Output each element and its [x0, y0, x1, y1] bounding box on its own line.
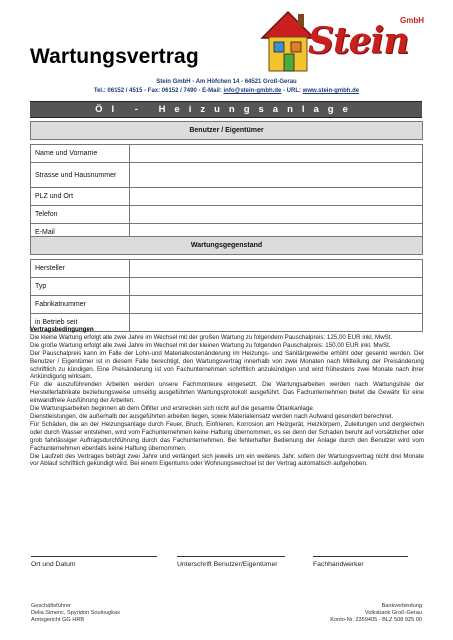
document-title: Wartungsvertrag	[30, 45, 199, 68]
signature-label-place-date: Ort und Datum	[31, 561, 76, 568]
condition-paragraph: Die Wartungsarbeiten beginnen ab dem Ölfilter und erstrecken sich nicht auf die gesamte Öltankanlage.	[30, 405, 315, 413]
signature-label-technician: Fachhandwerker	[313, 561, 364, 568]
condition-paragraph: Für die auszuführenden Arbeiten werden unsere Fachmonteure eingesetzt. Die Wartungsarbeiten werden nach Wartungsliste der Herstellerfabrikate beziehungsweise umseitig ausgeführten Wartungsprotokoll ausgeführt. Das Fachunternehmen bietet die Gewähr für eine einwandfreie Ausführung der Arbeiten.	[30, 381, 424, 405]
field-label: E-Mail	[31, 224, 130, 242]
footer-line: Konto-Nr. 2359405 - BLZ 508 925 00	[330, 617, 422, 623]
condition-paragraph: Für Schäden, die an der Heizungsanlage durch Feuer, Bruch, Einfrieren, Korrosion am Heizgerät, Heizkörpern, Zuleitungen und dergleichen oder durch Wasser entstehen, wird vom Fachunternehmen keine Haftung übernommen, es sei denn der Schaden beruht auf vorsätzlicher oder grob fahrlässiger Auftragsdurchführung durch das Fachunternehmen. Bei fehlerhafter Bedienung der Anlage durch den Benutzer wird vom Fachunternehmen ebenfalls keine Haftung übernommen.	[30, 420, 424, 452]
company-address: Stein GmbH - Am Höfchen 14 - 64521 Groß-Gerau	[156, 79, 297, 85]
signature-line-technician[interactable]	[313, 556, 408, 557]
company-logo	[258, 6, 433, 76]
signature-label-owner: Unterschrift Benutzer/Eigentümer	[177, 561, 278, 568]
field-label: Fabrikatnummer	[31, 296, 130, 314]
type-input[interactable]	[130, 278, 423, 296]
company-contact	[0, 88, 453, 94]
footer-line: Amtsgericht GG HRB	[31, 617, 85, 623]
footer-line: Volksbank Groß-Gerau	[364, 610, 422, 616]
field-label: Typ	[31, 278, 130, 296]
field-label: Strasse und Hausnummer	[31, 163, 130, 188]
footer-management	[31, 603, 120, 624]
condition-paragraph: Die Laufzeit des Vertrages beträgt zwei Jahre und verlängert sich jeweils um ein weiteres Jahr, sofern der Wartungsvertrag nicht drei Monate vor Ablauf schriftlich gekündigt wird. Bei einem Eigentums oder Wohnungswechsel ist der Vertrag automatisch aufgehoben.	[30, 452, 424, 468]
name-input[interactable]	[130, 145, 423, 163]
contact-phone-fax: Tel.: 06152 / 4515 - Fax: 06152 / 7490 - E-Mail:	[93, 88, 224, 94]
manufacturer-input[interactable]	[130, 260, 423, 278]
logo-gmbh: GmbH	[400, 16, 424, 25]
footer-bank	[330, 603, 422, 624]
section-bar-title: Öl - Heizungsanlage	[95, 104, 357, 115]
phone-input[interactable]	[130, 206, 423, 224]
email-link[interactable]: info@stein-gmbh.de	[223, 88, 282, 94]
logo-wordmark: Stein	[308, 20, 409, 62]
condition-paragraph: Die kleine Wartung erfolgt alle zwei Jahre im Wechsel mit der großen Wartung zu folgendem Pauschalpreis: 125,00 EUR inkl. MwSt.	[30, 333, 393, 341]
website-link[interactable]: www.stein-gmbh.de	[302, 88, 360, 94]
zip-city-input[interactable]	[130, 188, 423, 206]
url-prefix: - URL:	[281, 88, 303, 94]
condition-paragraph: Der Pauschalpreis kann im Falle der Lohn-und Materialkostenänderung im Heizungs- und Sanitärgewerbe erhöht oder gesenkt werden. Der Benutzer / Eigentümer ist in diesem Falle berechtigt, den Wartungsvertrag innerhalb von zwei Monaten nach Mitteilung der Preisänderung schriftlich zu kündigen. Eine Preisänderung ist von Fachunternehmen schriftlich anzukündigen und wird frühestens zwei Monate nach ihrer Ankündigung wirksam.	[30, 349, 424, 381]
field-label: PLZ und Ort	[31, 188, 130, 206]
signature-line-owner[interactable]	[177, 556, 285, 557]
condition-paragraph: Die große Wartung erfolgt alle zwei Jahre im Wechsel mit der kleinen Wartung zu folgenden Pauschalpreis: 150,00 EUR inkl. MwSt.	[30, 341, 391, 349]
subject-table	[30, 236, 423, 332]
field-label: in Betrieb seit	[31, 314, 130, 332]
condition-paragraph: Dienstleistungen, die außerhalb der ausgeführten arbeiten liegen, sowie Materialeinsatz werden nach Aufwand gesondert berechnet.	[30, 412, 394, 420]
field-label: Name und Vorname	[31, 145, 130, 163]
footer-line: Bankverbindung	[381, 603, 422, 609]
field-label: Telefon	[31, 206, 130, 224]
street-input[interactable]	[130, 163, 423, 188]
section-bar	[30, 101, 422, 118]
footer-line: Delia Simenc, Spyridon Soulougkas	[31, 610, 120, 616]
serial-input[interactable]	[130, 296, 423, 314]
customer-table-header: Benutzer / Eigentümer	[31, 122, 423, 140]
signature-line-place-date[interactable]	[31, 556, 157, 557]
subject-table-header: Wartungsgegenstand	[31, 237, 423, 255]
field-label: Hersteller	[31, 260, 130, 278]
customer-table	[30, 121, 423, 242]
contract-conditions	[30, 326, 424, 468]
conditions-heading: Vertragsbedingungen	[30, 326, 94, 333]
footer-line: Geschäftsführer	[31, 603, 71, 609]
